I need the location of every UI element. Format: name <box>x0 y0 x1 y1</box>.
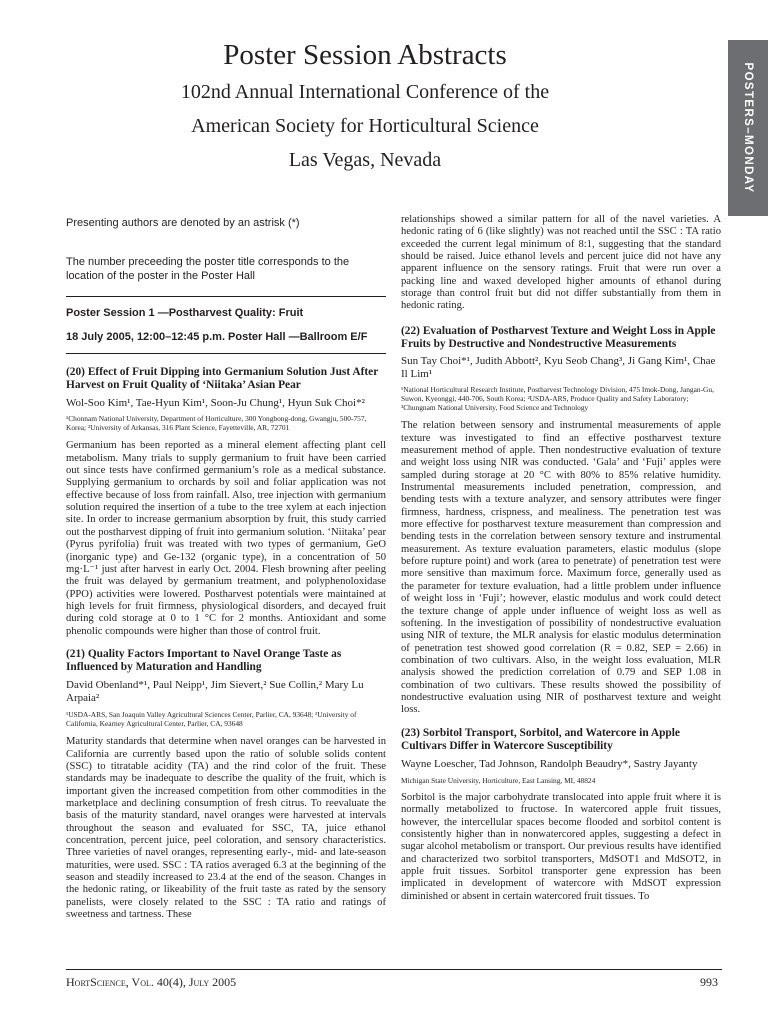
conference-name-line2: American Society for Horticultural Science <box>191 115 539 137</box>
abstract-authors: David Obenland*¹, Paul Neipp¹, Jim Sievert,² Sue Collin,² Mary Lu Arpaia² <box>66 678 364 704</box>
presenter-note: Presenting authors are denoted by an astrisk (*) <box>66 217 300 229</box>
abstract-affiliation: ¹USDA-ARS, San Joaquin Valley Agricultural Sciences Center, Parlier, CA, 93648; ²University of California, Kearney Agricultural Center, Parlier, CA, 93648 <box>66 709 357 729</box>
abstract-authors: Wol-Soo Kim¹, Tae-Hyun Kim¹, Soon-Ju Chung¹, Hyun Suk Choi*² <box>66 397 365 409</box>
footer-rule <box>66 969 722 970</box>
abstract-title: (20) Effect of Fruit Dipping into Germanium Solution Just After Harvest on Fruit Quality of ‘Niitaka’ Asian Pear <box>66 366 379 391</box>
abstract-authors: Wayne Loescher, Tad Johnson, Randolph Beaudry*, Sastry Jayanty <box>401 757 698 770</box>
page-number: 993 <box>700 975 718 989</box>
abstract-affiliation: ¹Chonnam National University, Department of Horticulture, 300 Yongbong-dong, Gwangju, 500-757, Korea; ²University of Arkansas, 316 Plant Science, Fayetteville, AR, 72701 <box>66 414 367 433</box>
journal-citation: HortScience, Vol. 40(4), July 2005 <box>66 975 237 989</box>
conference-location: Las Vegas, Nevada <box>288 149 442 171</box>
abstract-21 <box>66 648 386 922</box>
poster-number-note: The number preceeding the poster title corresponds to the location of the poster in the Poster Hall <box>66 256 350 282</box>
conference-name-line1: 102nd Annual International Conference of the <box>180 81 550 103</box>
abstract-body: Sorbitol is the major carbohydrate translocated into apple fruit where it is normally metabolized to fructose. In watercored apple fruit tissues, however, the intercellular spaces become flooded and sorbitol content is consistently higher than in nonwatercored apples, suggesting a defect in sugar alcohol metabolism or transport. Our previous results have identified and characterized two sorbitol transporters, MdSOT1 and MdSOT2, in apple fruit tissues. Sorbitol transporter gene expression has been implicated in development of watercore with MdSOT expression diminished or absent in certain watercored fruit tissues. To <box>401 791 721 902</box>
page-title: Poster Session Abstracts <box>223 39 507 71</box>
abstract-title: (21) Quality Factors Important to Navel Orange Taste as Influenced by Maturation and Handling <box>66 647 342 673</box>
right-column <box>401 214 721 903</box>
abstract-title: (22) Evaluation of Postharvest Texture and Weight Loss in Apple Fruits by Destructive and Nondestructive Measurements <box>401 324 716 350</box>
abstract-body-continued: relationships showed a similar pattern for all of the navel varieties. A hedonic rating of 6 (like slightly) was not reached until the SSC : TA ratio exceeded the current legal minimum of 8:1, suggesting that the standard should be raised. Juice ethanol levels and percent juice did not have any apparent influence on the sensory ratings. Fruit that were run over a packing line and waxed developed higher amounts of ethanol during storage than control fruit but did not differ substantially from them in hedonic rating. <box>401 214 721 312</box>
abstract-23 <box>401 727 721 903</box>
abstract-22 <box>401 325 721 717</box>
session-name: Poster Session 1 —Postharvest Quality: Fruit <box>66 307 304 319</box>
section-tab <box>728 40 768 216</box>
section-tab-label: POSTERS–MONDAY <box>742 62 754 194</box>
abstract-body: Germanium has been reported as a mineral element affecting plant cell metabolism. Many trials to supply germanium to fruit have been carried out since tests have confirmed germanium’s role as a medical substance. Supplying germanium to orchards by soil and foliar application was not effective because of loss from rainfall. Also, tree injection with germanium solution required the insertion of a tube to the tree xylem at each injection site. In order to increase germanium absorption by fruit, this study carried out the postharvest dipping of fruit into germanium solution. ‘Niitaka’ pear (Pyrus pyrifolia) fruit was treated with two types of germanium, GeO (inorganic type) and Ge-132 (organic type), in a concentration of 50 mg·L⁻¹ just after harvest in early Oct. 2004. Flesh browning after peeling the fruit was delayed by germanium treatment, and polyphenoloxidase (PPO) activities were lowered. Postharvest potentials were maintained at high levels for fruit firmness, physiological disorders, and decayed fruit during cold storage at 0 to 1 °C for 2 months. Antioxidant and some phenolic compounds were higher than those of control fruit. <box>66 440 386 637</box>
session-time: 18 July 2005, 12:00–12:45 p.m. Poster Hall —Ballroom E/F <box>66 331 368 343</box>
abstract-20 <box>66 366 386 638</box>
left-column <box>66 210 386 921</box>
abstract-body: Maturity standards that determine when navel oranges can be harvested in California are currently based upon the ratio of soluble solids content (SSC) to titratable acidity (TA) and the rind color of the fruit. These standards may be inadequate to describe the quality of the fruit, which is important given the increased competition from other commodities in the marketplace and declining consumption of fresh citrus. To reevaluate the basis of the maturity standard, navel oranges were harvested at intervals throughout the season and evaluated for SSC, TA, juice ethanol concentration, percent juice, peel coloration, and sensory characteristics. Three varieties of navel oranges, representing early-, mid- and late-season maturities, were used. SSC : TA ratios averaged 6.3 at the beginning of the season and steadily increased to 23.4 at the end of the season. Changes in the hedonic rating, or likeability of the fruit taste as rated by the sensory panelists, were closely related to the SSC : TA ratio and ratings of sweetness and tartness. These <box>66 736 386 921</box>
abstract-title: (23) Sorbitol Transport, Sorbitol, and Watercore in Apple Cultivars Differ in Watercore Susceptibility <box>401 726 680 752</box>
section-rule <box>66 296 386 297</box>
abstract-affiliation: Michigan State University, Horticulture, East Lansing, MI, 48824 <box>401 775 596 785</box>
abstract-authors: Sun Tay Choi*¹, Judith Abbott², Kyu Seob Chang³, Ji Gang Kim¹, Chae Il Lim¹ <box>401 354 716 380</box>
abstract-affiliation: ¹National Horticultural Research Institute, Postharvest Technology Division, 475 Imok-Dong, Jangan-Gu, Suwon, Kyeonggi, 440-706, South Korea; ²USDA-ARS, Produce Quality and Safety Laboratory; ³Chungnam National University, Food Science and Technology <box>401 384 714 413</box>
section-rule <box>66 353 386 354</box>
abstract-body: The relation between sensory and instrumental measurements of apple texture was investigated to find an effective postharvest texture measurement method of apple. Then nondestructive evaluation of texture and weight loss using NIR was conducted. ‘Gala’ and ‘Fuji’ apples were sampled during storage at 20 °C with 80% to 85% relative humidity. Instrumental measurements included penetration, compression, and bending tests with a texture analyzer, and sensory attributes were finger firmness, hardness, crispness, and mealiness. The penetration test was more effective for postharvest texture measurement than compression and bending tests in the correlation between sensory texture and instrumental measurement. As texture evaluation parameters, elastic modulus (slope before rupture point) and work (area to penetrate) of penetration test were more sensitive than maximum force. Maximum force, generally used as the parameter for texture evaluation, had a little problem under influence of weight loss in ‘Fuji’; however, elastic modulus and work could detect the texture change of apple under influence of weight loss as well as softening. In the investigation of possibility of nondestructive evaluation using NIR of texture, the MLR analysis for elastic modulus determination of penetration test showed good correlation (R = 0.82, SEP = 2.66) in combination of two cultivars. Also, in the weight loss evaluation, MLR analysis showed the prediction correlation of 0.79 and SEP 1.08 in combination of two cultivars. These results showed the possibility of nondestructive evaluation using NIR of postharvest texture and weight loss. <box>401 420 721 716</box>
